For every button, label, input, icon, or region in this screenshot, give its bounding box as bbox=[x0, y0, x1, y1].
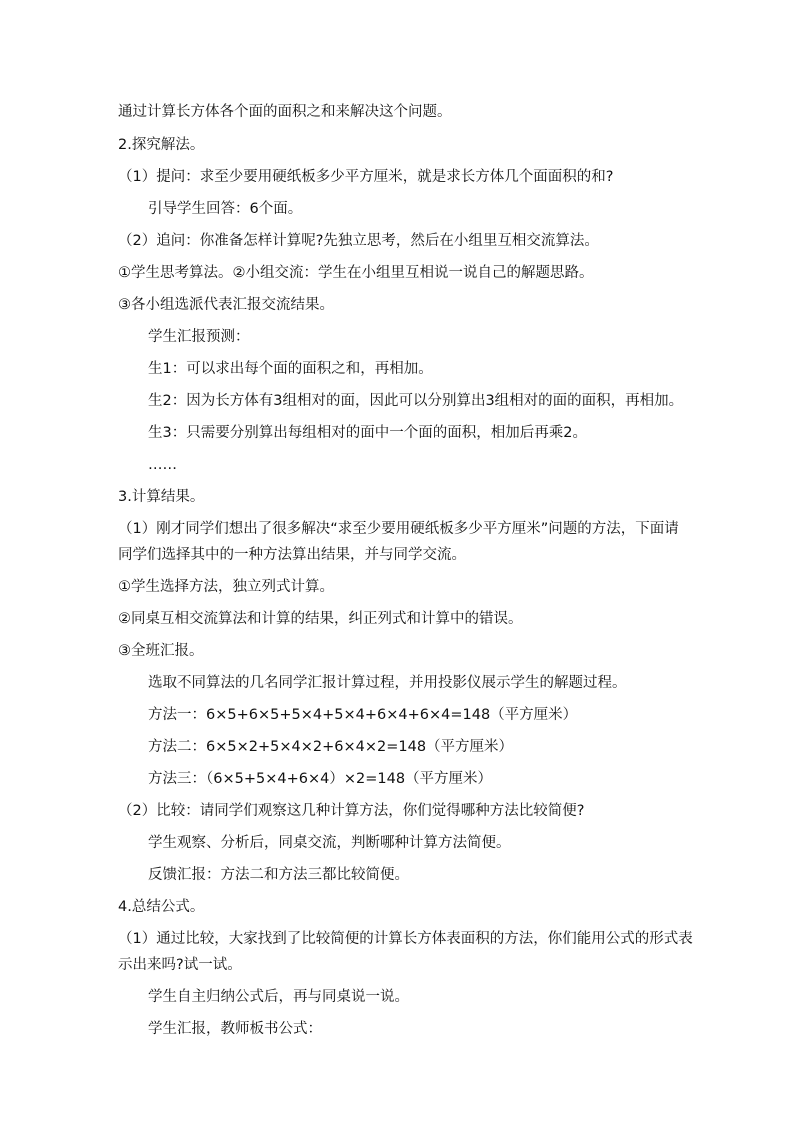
paragraph-line: ③全班汇报。 bbox=[118, 643, 204, 659]
formula-line: 方法二：6×5×2+5×4×2+6×4×2=148（平方厘米） bbox=[148, 739, 514, 755]
paragraph-line: 反馈汇报：方法二和方法三都比较简便。 bbox=[148, 867, 409, 883]
paragraph-line: （1）刚才同学们想出了很多解决“求至少要用硬纸板多少平方厘米”问题的方法，下面请 bbox=[118, 521, 679, 537]
paragraph-line: 学生汇报，教师板书公式： bbox=[148, 1021, 322, 1037]
paragraph-line: 引导学生回答：6个面。 bbox=[148, 201, 303, 217]
section-heading: 3.计算结果。 bbox=[118, 489, 205, 505]
paragraph-line: 通过计算长方体各个面的面积之和来解决这个问题。 bbox=[118, 104, 452, 120]
paragraph-line: 学生汇报预测： bbox=[148, 329, 250, 345]
ellipsis-line: …… bbox=[148, 457, 177, 473]
formula-line: 方法一：6×5+6×5+5×4+5×4+6×4+6×4=148（平方厘米） bbox=[148, 707, 578, 723]
paragraph-line: 同学们选择其中的一种方法算出结果，并与同学交流。 bbox=[118, 547, 466, 563]
paragraph-line: 学生自主归纳公式后，再与同桌说一说。 bbox=[148, 989, 409, 1005]
section-heading: 2.探究解法。 bbox=[118, 137, 205, 153]
paragraph-line: ②同桌互相交流算法和计算的结果，纠正列式和计算中的错误。 bbox=[118, 611, 523, 627]
paragraph-line: ①学生思考算法。②小组交流：学生在小组里互相说一说自己的解题思路。 bbox=[118, 265, 594, 281]
paragraph-line: 示出来吗?试一试。 bbox=[118, 957, 242, 973]
paragraph-line: 学生观察、分析后，同桌交流，判断哪种计算方法简便。 bbox=[148, 835, 511, 851]
paragraph-line: 选取不同算法的几名同学汇报计算过程，并用投影仪展示学生的解题过程。 bbox=[148, 675, 627, 691]
section-heading: 4.总结公式。 bbox=[118, 899, 205, 915]
formula-line: 方法三：（6×5+5×4+6×4）×2=148（平方厘米） bbox=[148, 771, 493, 787]
paragraph-line: ①学生选择方法，独立列式计算。 bbox=[118, 579, 334, 595]
paragraph-line: （2）追问：你准备怎样计算呢?先独立思考，然后在小组里互相交流算法。 bbox=[118, 233, 599, 249]
paragraph-line: （2）比较：请同学们观察这几种计算方法，你们觉得哪种方法比较简便? bbox=[118, 803, 585, 819]
paragraph-line: （1）提问：求至少要用硬纸板多少平方厘米，就是求长方体几个面面积的和? bbox=[118, 169, 614, 185]
paragraph-line: （1）通过比较，大家找到了比较简便的计算长方体表面积的方法，你们能用公式的形式表 bbox=[118, 931, 693, 947]
paragraph-line: 生3：只需要分别算出每组相对的面中一个面的面积，相加后再乘2。 bbox=[148, 425, 587, 441]
paragraph-line: 生2：因为长方体有3组相对的面，因此可以分别算出3组相对的面的面积，再相加。 bbox=[148, 393, 684, 409]
paragraph-line: 生1：可以求出每个面的面积之和，再相加。 bbox=[148, 361, 433, 377]
paragraph-line: ③各小组选派代表汇报交流结果。 bbox=[118, 297, 334, 313]
